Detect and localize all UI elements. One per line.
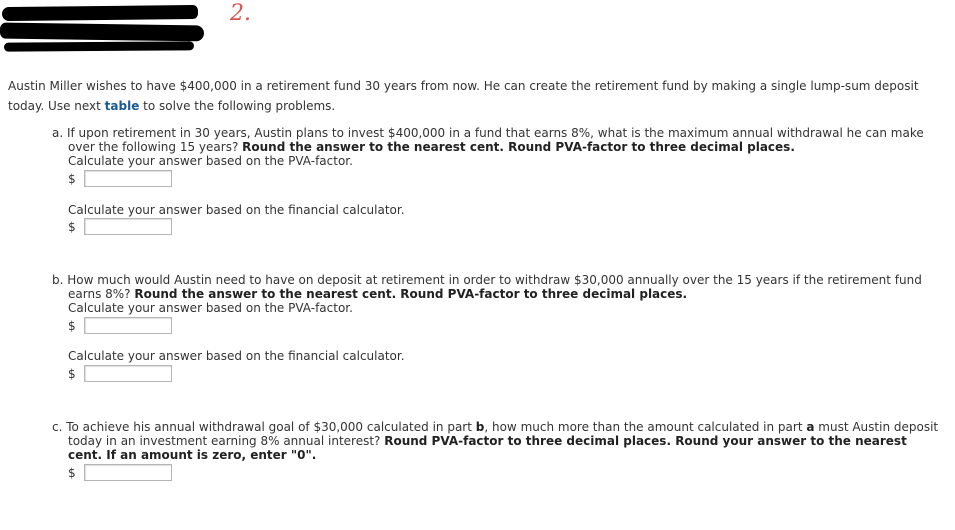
part-b-fin-section [52,349,942,363]
part-a-instruction: Round the answer to the nearest cent. Round PVA-factor to three decimal places. [242,140,795,154]
currency-symbol: $ [68,171,76,186]
part-b-question: b. How much would Austin need to have on deposit at retirement in order to withdraw $30,000 annually over the 15 years if the retirement fund earns 8%? Round the answer to the nearest cent. Round PVA-factor to three decimal places. [52,273,922,301]
part-a-pva-label: Calculate your answer based on the PVA-factor. [68,154,353,168]
part-a-pva-answer [68,170,172,187]
part-b-pva-answer [68,317,172,334]
problem-intro [8,76,938,116]
part-b-pva-label: Calculate your answer based on the PVA-factor. [68,301,353,315]
part-ref-a: a [806,420,815,434]
currency-symbol: $ [68,219,76,234]
part-a-fin-label: Calculate your answer based on the financial calculator. [68,203,405,217]
table-link[interactable]: table [104,99,140,113]
currency-symbol: $ [68,465,76,480]
currency-symbol: $ [68,318,76,333]
part-b-fin-input[interactable] [84,365,172,382]
part-b-fin-label: Calculate your answer based on the financial calculator. [68,349,405,363]
redaction-bar [2,5,198,21]
part-b-instruction: Round the answer to the nearest cent. Round PVA-factor to three decimal places. [134,287,688,301]
part-ref-b: b [475,420,485,434]
part-a-fin-section [52,203,942,217]
part-a-fin-answer [68,218,172,235]
intro-text-end: to solve the following problems. [139,99,336,113]
redaction-bar [0,23,204,42]
part-b [52,273,942,315]
handwritten-mark: 2. [230,1,251,26]
part-a-pva-input[interactable] [84,170,172,187]
part-c-input[interactable] [84,464,172,481]
part-c-instruction: Round PVA-factor to three decimal places. Round your answer to the nearest cent. If an amount is zero, enter "0". [68,434,907,462]
part-a-fin-input[interactable] [84,218,172,235]
part-b-pva-input[interactable] [84,317,172,334]
redaction-bar [4,41,194,51]
part-a-question: a. If upon retirement in 30 years, Austin plans to invest $400,000 in a fund that earns 8%, what is the maximum annual withdrawal he can make over the following 15 years? Round the answer to the nearest cent. Round PVA-factor to three decimal places. [52,126,924,154]
part-c-question: c. To achieve his annual withdrawal goal of $30,000 calculated in part b, how much more than the amount calculated in part a must Austin deposit today in an investment earning 8% annual interest? Round PVA-factor to three decimal places. Round your answer to the nearest cent. If an amount is zero, enter "0". [52,420,939,462]
currency-symbol: $ [68,366,76,381]
part-c [52,420,942,462]
part-a [52,126,942,168]
intro-text: Austin Miller wishes to have $400,000 in a retirement fund 30 years from now. He can create the retirement fund by making a single lump-sum deposit today. Use next [8,79,919,113]
part-c-answer [68,464,172,481]
part-b-fin-answer [68,365,172,382]
